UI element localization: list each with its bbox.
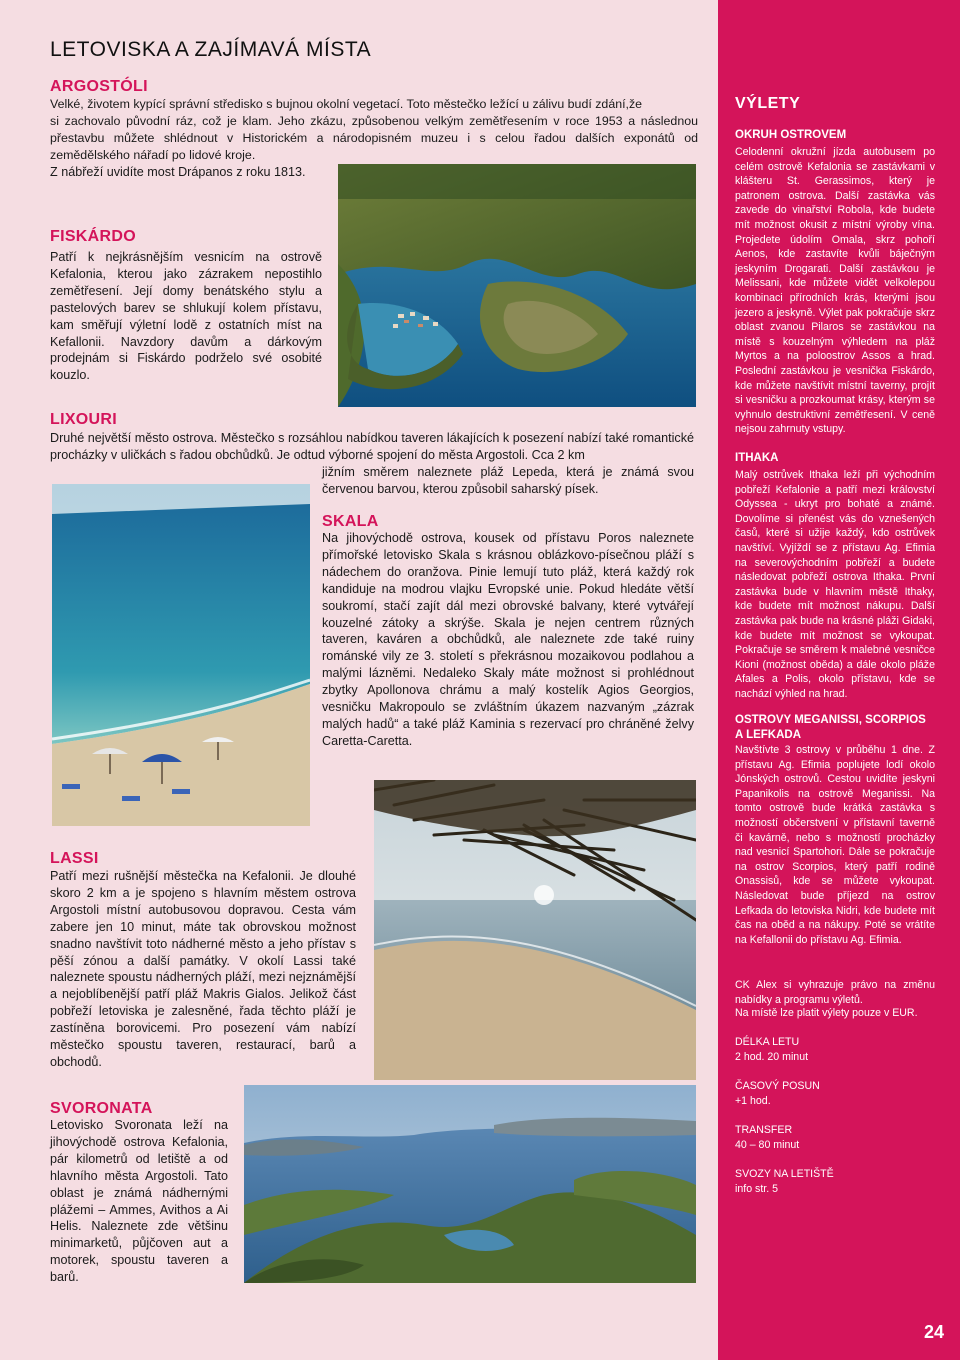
- fiskardo-text: Patří k nejkrásnějším vesnicím na ostrově Kefalonia, kterou jako zázrakem nepostihlo zemětřesení. Její domy benátského stylu a pastelových barev se shlukují kolem přístavu, kam směřují výletní lodě z ostatních míst na Kefallonii. Navzdory davům a dárkovým prodejnám si Fiskárdo podrželo své osobité kouzlo.: [50, 250, 322, 383]
- palm-beach-illustration: [374, 780, 696, 1080]
- okruh-text: Celodenní okružní jízda autobusem po celém ostrově Kefalonia se zastávkami v klášteru St. Gerassimos, který je patronem ostrova. Další zastávka vás zavede do vinařství Robola, kde budete mít možnost okusit z místní výroby vína. Projedete údolím Omala, skrz pohoří Aenos, kde zastavíte kvůli báječným jeskyním Drogarati. Další zastávkou je Melissani, kde můžete vidět velkolepou kombinaci přírodních krás, kterými jsou jezero a jeskyně. Výlet pak pokračuje skrz oblast zvanou Pilaros se zastávkou na místě s kouzelným výhledem na pláž Myrtos a na poloostrov Assos a hrad. Poslední zastávkou je vesnička Fiskárdo, kde můžete navštívit místní taverny, projít si vesničku a prozkoumat krásy, kterým se vyhnulo destruktivní zemětřesení. V ceně nejsou zahrnuty vstupy.: [735, 146, 935, 436]
- page-title: LETOVISKA A ZAJÍMAVÁ MÍSTA: [50, 38, 372, 61]
- argostoli-text-2: si zachovalo původní ráz, což je klam. Jeho zkázu, způsobenou velkým zemětřesením v roce 1953 a následnou přestavbu můžete shlédnout v Historickém a národopisném muzeu i s celou řadou dalších exponátů od zemědělského nářadí po lidové kroje.: [50, 114, 698, 162]
- info-label-timezone: ČASOVÝ POSUN: [735, 1080, 820, 1092]
- assos-village-photo: [338, 164, 696, 407]
- argostoli-heading: ARGOSTÓLI: [50, 78, 148, 95]
- assos-village-illustration: [338, 164, 696, 407]
- palm-beach-photo: [374, 780, 696, 1080]
- lixouri-text-continued: jižním směrem naleznete pláž Lepeda, která je známá svou červenou barvou, kterou způsobil saharský písek.: [322, 465, 694, 496]
- sidebar-note-1: CK Alex si vyhrazuje právo na změnu nabídky a programu výletů.: [735, 979, 935, 1006]
- svoronata-text: Letovisko Svoronata leží na jihovýchodě ostrova Kefalonia, pár kilometrů od letiště a od hlavního města Argostoli. Tato oblast je známá nádhernými plážemi – Ammes, Avithos a Ai Helis. Naleznete zde většinu minimarketů, půjčoven aut a motorek, spoustu taveren a barů.: [50, 1118, 228, 1285]
- meganissi-heading-1: OSTROVY MEGANISSI, SCORPIOS: [735, 714, 926, 726]
- argostoli-text-3: Z nábřeží uvidíte most Drápanos z roku 1813.: [50, 165, 306, 179]
- info-value-airport: info str. 5: [735, 1183, 778, 1195]
- lassi-heading: LASSI: [50, 850, 99, 867]
- meganissi-text: Navštívte 3 ostrovy v průběhu 1 dne. Z přístavu Ag. Efimia poplujete lodí okolo Jónských ostrovů. Cestou uvidíte jeskyni Papanikolis na ostrově Meganissi. Na tomto ostrově bude krátká zastávka s možností občerstvení v přístavní taverně či kavárně, nebo s možností procházky nad vesnicí Spartohori. Dále se pokračuje na ostrov Scorpios, který patří rodině Onassisů, kde se můžete vykoupat. Následovat bude příjezd na ostrov Lefkada do letoviska Nidri, kde budete mít čas na oběd a na nákupy. Poté se vrátíte na Kefallonii do přístavu Ag. Efimia.: [735, 744, 935, 946]
- info-value-timezone: +1 hod.: [735, 1095, 771, 1107]
- meganissi-heading-2: A LEFKADA: [735, 729, 802, 741]
- beach-umbrellas-photo: [52, 484, 310, 826]
- ithaka-text: Malý ostrůvek Ithaka leží při východním pobřeží Kefalonie a patří mezi království Odyssea - ukryt pro bohaté a známé. Dovolíme si přenést vás do vznešených časů, které si užije každý, kdo ostrůvek navštíví. Vyjíždí se z přístavu Ag. Efimia na severovýchodním pobřeží a budete následovat pobřeží ostrova Ithaka. První zastávka bude v hlavním městě Ithaky, kde budete mít možnost nákupu. Další zastávka pak bude na krásné pláži Gidaki, kde budete mít možnost se vykoupat. Pokračuje se směrem k malebné vesničce Kioni (možnost oběda) a dále okolo pláže Afales a Polis, okolo přístavu, kde se nachází výhled na hrad.: [735, 469, 935, 700]
- skala-heading: SKALA: [322, 513, 379, 530]
- sidebar-note-2: Na místě lze platit výlety pouze v EUR.: [735, 1007, 918, 1019]
- argostoli-text-1: Velké, životem kypící správní středisko s bujnou okolní vegetací. Toto městečko ležící u zálivu budí zdání,že: [50, 97, 643, 111]
- bay-aerial-photo: [244, 1085, 696, 1283]
- info-label-transfer: TRANSFER: [735, 1124, 793, 1136]
- info-label-airport: SVOZY NA LETIŠTĚ: [735, 1168, 834, 1180]
- svoronata-heading: SVORONATA: [50, 1100, 153, 1117]
- okruh-heading: OKRUH OSTROVEM: [735, 129, 847, 141]
- lixouri-text: Druhé největší město ostrova. Městečko s rozsáhlou nabídkou taveren lákajících k posezení nabízí také romantické procházky v uličkách s řadou obchůdků. Je odtud výborné spojení do města Argostoli. Cca 2 km: [50, 431, 695, 462]
- lixouri-heading: LIXOURI: [50, 411, 117, 428]
- page-number: 24: [924, 1322, 945, 1342]
- fiskardo-heading: FISKÁRDO: [50, 228, 136, 245]
- ithaka-heading: ITHAKA: [735, 452, 779, 464]
- sidebar-title: VÝLETY: [735, 95, 801, 112]
- beach-umbrellas-illustration: [52, 484, 310, 826]
- info-value-flight: 2 hod. 20 minut: [735, 1051, 809, 1063]
- info-label-flight: DÉLKA LETU: [735, 1036, 800, 1048]
- trips-sidebar: [718, 0, 960, 1360]
- info-value-transfer: 40 – 80 minut: [735, 1139, 800, 1151]
- bay-aerial-illustration: [244, 1085, 696, 1283]
- skala-text: Na jihovýchodě ostrova, kousek od přístavu Poros naleznete přímořské letovisko Skala s krásnou oblázkovo-písečnou pláží s nádechem do oranžova. Pinie lemují tuto pláž, která každý rok kandiduje na modrou vlajku Evropské unie. Pokud hledáte větší soukromí, stačí zajít dál mezi obrovské balvany, které vytvářejí kouzelné zátoky a skrýše. Skala je nejen centrem různých taveren, kaváren a obchůdků, ale naleznete zde také ruiny románské vily ze 3. století s překrásnou mozaikovou podlahou a malými lázněmi. Nedaleko Skaly máte možnost si prohlédnout zbytky Apollonova chrámu a malý kostelík Agios Georgios, vesničku Makropoulo se zvláštním úkazem nazvaným „zázrak malých hadů“ a také pláž Kaminia s rezervací pro chráněné želvy Caretta-Caretta.: [322, 531, 694, 748]
- lassi-text: Patří mezi rušnější městečka na Kefalonii. Je dlouhé skoro 2 km a je spojeno s hlavním městem ostrova Argostoli místní autobusovou dopravou. Cesta vám zabere jen 10 minut, máte tak obrovskou možnost snadno navštívit toto nádherné město a jeho přístav s pěší zónou a další památky. V okolí Lassi také naleznete spoustu nádherných pláží, mezi nejznámější a nejoblíbenější patří pláž Makris Gialos. Jelikož část pobřeží letoviska je zalesněné, řada těchto pláží je zastíněna borovicemi. Pro posezení vám nabízí městečko spoustu taveren, restaurací, barů a obchodů.: [50, 869, 356, 1069]
